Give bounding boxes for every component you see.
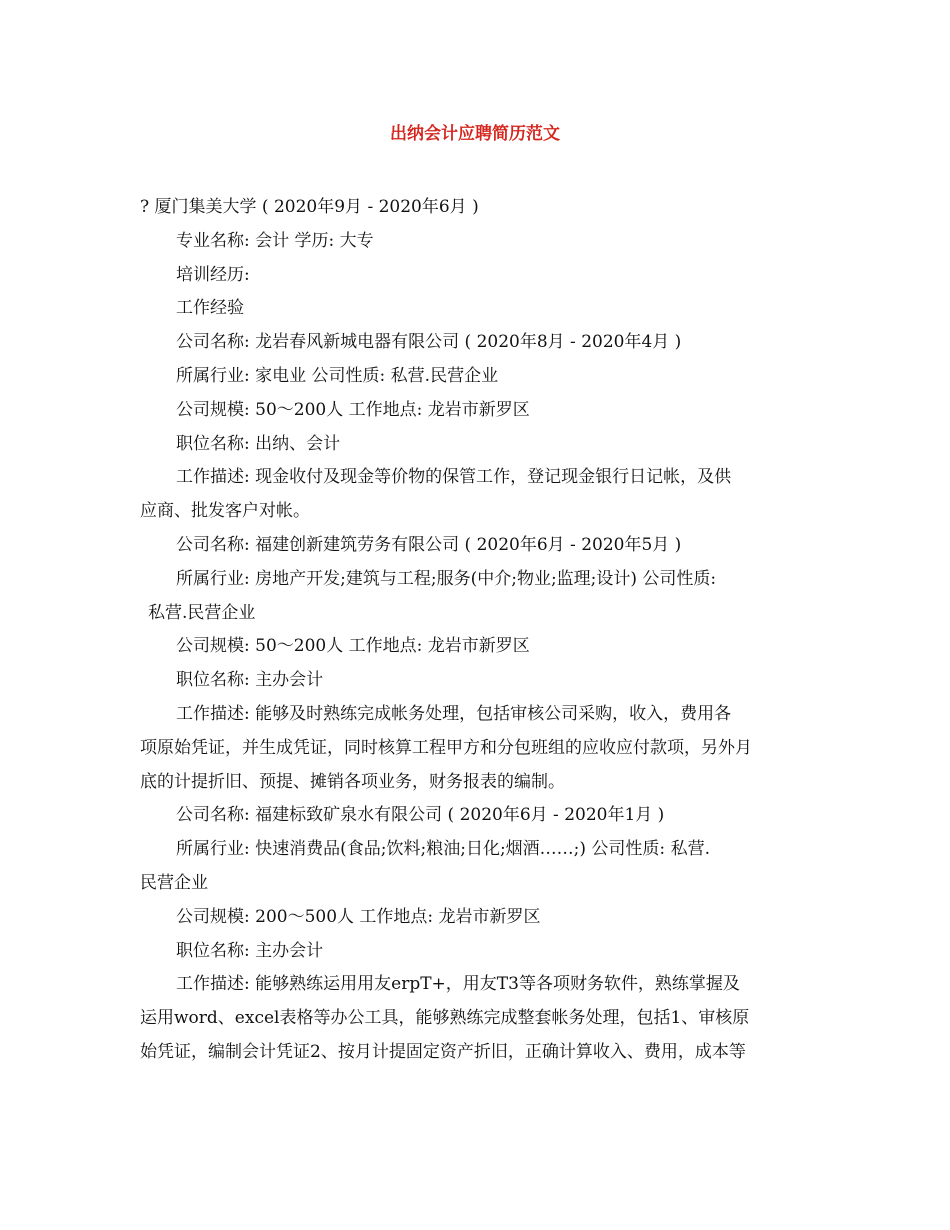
training-line: 培训经历: (176, 264, 250, 285)
resume-body (140, 191, 825, 1070)
industry-line: 所属行业: 家电业 公司性质: 私营.民营企业 (176, 365, 499, 386)
company-size-line: 公司规模: 50～200人 工作地点: 龙岩市新罗区 (176, 636, 530, 657)
position-line: 职位名称: 主办会计 (176, 670, 324, 691)
job-description-line: 运用word、excel表格等办公工具，能够熟练完成整套帐务处理，包括1、审核原 (140, 1008, 750, 1029)
job-description-line: 工作描述: 能够熟练运用用友erpT+，用友T3等各项财务软件，熟练掌握及 (176, 974, 740, 995)
industry-line: 所属行业: 房地产开发;建筑与工程;服务(中介;物业;监理;设计) 公司性质: (176, 568, 717, 589)
job-description-line: 工作描述: 现金收付及现金等价物的保管工作，登记现金银行日记帐，及供 (176, 467, 732, 488)
company-size-line: 公司规模: 50～200人 工作地点: 龙岩市新罗区 (176, 399, 530, 420)
job-description-line: 工作描述: 能够及时熟练完成帐务处理，包括审核公司采购，收入，费用各 (176, 703, 732, 724)
company-size-line: 公司规模: 200～500人 工作地点: 龙岩市新罗区 (176, 906, 541, 927)
document-title: 出纳会计应聘简历范文 (390, 124, 560, 144)
education-line: ? 厦门集美大学 ( 2020年9月 - 2020年6月 ) (140, 197, 479, 217)
job-description-line: 应商、批发客户对帐。 (140, 501, 310, 522)
job-description-line: 项原始凭证，并生成凭证，同时核算工程甲方和分包班组的应收应付款项，另外月 (140, 737, 752, 758)
job-description-line: 底的计提折旧、预提、摊销各项业务，财务报表的编制。 (140, 771, 565, 792)
industry-line: 私营.民营企业 (148, 602, 256, 623)
industry-line: 所属行业: 快速消费品(食品;饮料;粮油;日化;烟酒……;) 公司性质: 私营. (176, 839, 710, 860)
position-line: 职位名称: 主办会计 (176, 940, 324, 961)
company-name-line: 公司名称: 福建标致矿泉水有限公司 ( 2020年6月 - 2020年1月 ) (176, 805, 665, 826)
company-name-line: 公司名称: 龙岩春风新城电器有限公司 ( 2020年8月 - 2020年4月 ) (176, 332, 682, 353)
job-description-line: 始凭证，编制会计凭证2、按月计提固定资产折旧，正确计算收入、费用，成本等 (140, 1041, 746, 1062)
experience-heading: 工作经验 (176, 298, 244, 319)
industry-line: 民营企业 (140, 872, 208, 893)
company-name-line: 公司名称: 福建创新建筑劳务有限公司 ( 2020年6月 - 2020年5月 ) (176, 534, 682, 555)
major-line: 专业名称: 会计 学历: 大专 (176, 230, 374, 251)
position-line: 职位名称: 出纳、会计 (176, 433, 341, 454)
